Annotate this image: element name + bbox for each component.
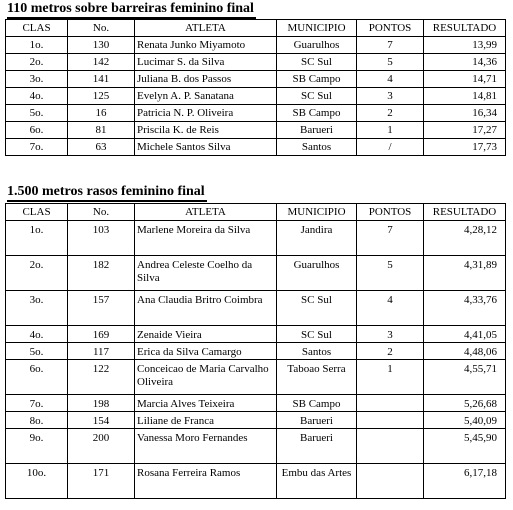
result-cell: 13,99 — [424, 37, 506, 54]
table-row — [6, 88, 506, 105]
points-cell: 1 — [357, 360, 424, 395]
section2-title: 1.500 metros rasos feminino final — [7, 184, 207, 202]
number-cell: 125 — [68, 88, 135, 105]
number-cell: 198 — [68, 395, 135, 412]
result-cell: 4,55,71 — [424, 360, 506, 395]
points-cell: 4 — [357, 291, 424, 326]
athlete-cell: Andrea Celeste Coelho da Silva — [135, 256, 277, 291]
table-row — [6, 71, 506, 88]
number-cell: 141 — [68, 71, 135, 88]
column-header-athlete: ATLETA — [135, 20, 277, 37]
result-cell: 14,36 — [424, 54, 506, 71]
clas-cell: 9o. — [6, 429, 68, 464]
result-cell: 5,45,90 — [424, 429, 506, 464]
clas-cell: 2o. — [6, 54, 68, 71]
result-cell: 4,41,05 — [424, 326, 506, 343]
table-row — [6, 54, 506, 71]
municipality-cell: Taboao Serra — [277, 360, 357, 395]
clas-cell: 5o. — [6, 105, 68, 122]
column-header-athlete: ATLETA — [135, 204, 277, 221]
number-cell: 200 — [68, 429, 135, 464]
points-cell: 7 — [357, 37, 424, 54]
column-header-points: PONTOS — [357, 204, 424, 221]
number-cell: 122 — [68, 360, 135, 395]
number-cell: 182 — [68, 256, 135, 291]
municipality-cell: SC Sul — [277, 88, 357, 105]
number-cell: 169 — [68, 326, 135, 343]
column-header-municipality: MUNICIPIO — [277, 204, 357, 221]
municipality-cell: Barueri — [277, 122, 357, 139]
result-cell: 4,33,76 — [424, 291, 506, 326]
athlete-cell: Renata Junko Miyamoto — [135, 37, 277, 54]
table-row — [6, 429, 506, 464]
result-cell: 4,31,89 — [424, 256, 506, 291]
column-header-number: No. — [68, 204, 135, 221]
clas-cell: 7o. — [6, 139, 68, 156]
points-cell — [357, 412, 424, 429]
table-row — [6, 412, 506, 429]
clas-cell: 2o. — [6, 256, 68, 291]
points-cell — [357, 464, 424, 499]
header-row — [6, 20, 506, 37]
result-cell: 14,81 — [424, 88, 506, 105]
header-row — [6, 204, 506, 221]
number-cell: 154 — [68, 412, 135, 429]
municipality-cell: Jandira — [277, 221, 357, 256]
points-cell — [357, 429, 424, 464]
number-cell: 117 — [68, 343, 135, 360]
table-row — [6, 395, 506, 412]
result-cell: 14,71 — [424, 71, 506, 88]
municipality-cell: Guarulhos — [277, 37, 357, 54]
points-cell: 2 — [357, 105, 424, 122]
athlete-cell: Marcia Alves Teixeira — [135, 395, 277, 412]
points-cell: 7 — [357, 221, 424, 256]
athlete-cell: Evelyn A. P. Sanatana — [135, 88, 277, 105]
section1-title: 110 metros sobre barreiras feminino final — [7, 1, 256, 19]
result-cell: 16,34 — [424, 105, 506, 122]
athlete-cell: Marlene Moreira da Silva — [135, 221, 277, 256]
result-cell: 4,48,06 — [424, 343, 506, 360]
points-cell: 5 — [357, 256, 424, 291]
clas-cell: 8o. — [6, 412, 68, 429]
table-row — [6, 360, 506, 395]
points-cell: 3 — [357, 88, 424, 105]
results-table-110m-hurdles — [5, 19, 506, 156]
athlete-cell: Vanessa Moro Fernandes — [135, 429, 277, 464]
athlete-cell: Rosana Ferreira Ramos — [135, 464, 277, 499]
results-table-1500m — [5, 203, 506, 499]
athlete-cell: Erica da Silva Camargo — [135, 343, 277, 360]
table-row — [6, 122, 506, 139]
clas-cell: 5o. — [6, 343, 68, 360]
table-row — [6, 326, 506, 343]
table-row — [6, 464, 506, 499]
table-row — [6, 105, 506, 122]
number-cell: 171 — [68, 464, 135, 499]
result-cell: 5,26,68 — [424, 395, 506, 412]
municipality-cell: Embu das Artes — [277, 464, 357, 499]
column-header-points: PONTOS — [357, 20, 424, 37]
points-cell: 1 — [357, 122, 424, 139]
clas-cell: 4o. — [6, 326, 68, 343]
clas-cell: 10o. — [6, 464, 68, 499]
number-cell: 81 — [68, 122, 135, 139]
column-header-clas: CLAS — [6, 20, 68, 37]
clas-cell: 3o. — [6, 71, 68, 88]
table-row — [6, 256, 506, 291]
municipality-cell: Barueri — [277, 412, 357, 429]
column-header-clas: CLAS — [6, 204, 68, 221]
clas-cell: 6o. — [6, 122, 68, 139]
athlete-cell: Patricia N. P. Oliveira — [135, 105, 277, 122]
number-cell: 157 — [68, 291, 135, 326]
result-cell: 17,73 — [424, 139, 506, 156]
result-cell: 17,27 — [424, 122, 506, 139]
result-cell: 5,40,09 — [424, 412, 506, 429]
athlete-cell: Lucimar S. da Silva — [135, 54, 277, 71]
municipality-cell: SC Sul — [277, 326, 357, 343]
municipality-cell: Barueri — [277, 429, 357, 464]
table-row — [6, 221, 506, 256]
athlete-cell: Ana Claudia Britro Coimbra — [135, 291, 277, 326]
number-cell: 103 — [68, 221, 135, 256]
column-header-municipality: MUNICIPIO — [277, 20, 357, 37]
points-cell: 5 — [357, 54, 424, 71]
athlete-cell: Conceicao de Maria Carvalho Oliveira — [135, 360, 277, 395]
result-cell: 6,17,18 — [424, 464, 506, 499]
result-cell: 4,28,12 — [424, 221, 506, 256]
points-cell: / — [357, 139, 424, 156]
table-row — [6, 139, 506, 156]
municipality-cell: SC Sul — [277, 291, 357, 326]
athlete-cell: Liliane de Franca — [135, 412, 277, 429]
clas-cell: 3o. — [6, 291, 68, 326]
points-cell: 4 — [357, 71, 424, 88]
number-cell: 63 — [68, 139, 135, 156]
clas-cell: 4o. — [6, 88, 68, 105]
points-cell: 2 — [357, 343, 424, 360]
number-cell: 16 — [68, 105, 135, 122]
clas-cell: 7o. — [6, 395, 68, 412]
municipality-cell: Santos — [277, 343, 357, 360]
number-cell: 130 — [68, 37, 135, 54]
clas-cell: 6o. — [6, 360, 68, 395]
points-cell: 3 — [357, 326, 424, 343]
points-cell — [357, 395, 424, 412]
table-row — [6, 291, 506, 326]
table-row — [6, 343, 506, 360]
municipality-cell: SB Campo — [277, 395, 357, 412]
municipality-cell: SB Campo — [277, 105, 357, 122]
column-header-result: RESULTADO — [424, 204, 506, 221]
municipality-cell: Guarulhos — [277, 256, 357, 291]
municipality-cell: SB Campo — [277, 71, 357, 88]
column-header-result: RESULTADO — [424, 20, 506, 37]
athlete-cell: Zenaide Vieira — [135, 326, 277, 343]
clas-cell: 1o. — [6, 37, 68, 54]
clas-cell: 1o. — [6, 221, 68, 256]
municipality-cell: Santos — [277, 139, 357, 156]
column-header-number: No. — [68, 20, 135, 37]
table-row — [6, 37, 506, 54]
number-cell: 142 — [68, 54, 135, 71]
athlete-cell: Michele Santos Silva — [135, 139, 277, 156]
athlete-cell: Juliana B. dos Passos — [135, 71, 277, 88]
athlete-cell: Priscila K. de Reis — [135, 122, 277, 139]
municipality-cell: SC Sul — [277, 54, 357, 71]
